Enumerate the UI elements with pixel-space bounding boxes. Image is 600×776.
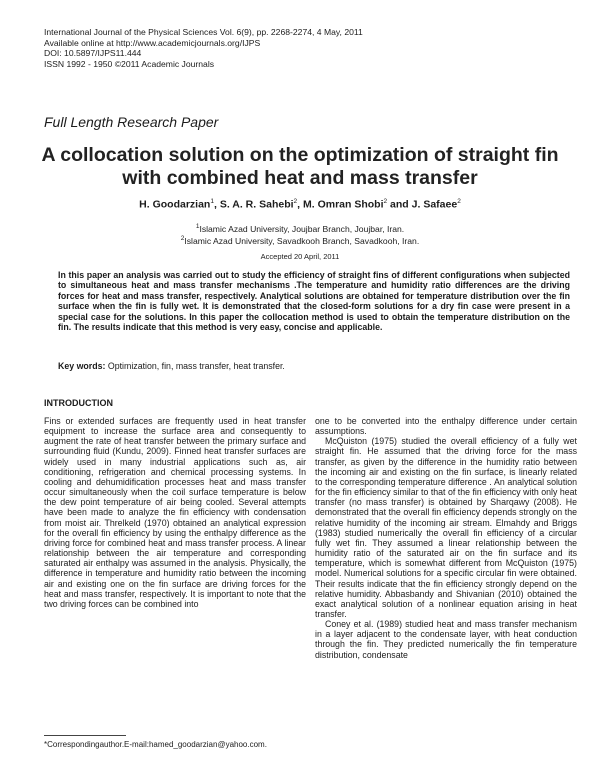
author-name: J. Safaee xyxy=(411,198,458,211)
journal-citation-line: International Journal of the Physical Sciences Vol. 6(9), pp. 2268-2274, 4 May, 2011 xyxy=(44,27,363,37)
author-name: M. Omran Shobi xyxy=(303,198,384,211)
affiliation-mark: 2 xyxy=(180,235,185,243)
author-affil-mark: 2 xyxy=(383,198,388,205)
paragraph: one to be converted into the enthalpy difference under certain assumptions. xyxy=(315,416,577,437)
issn-line: ISSN 1992 - 1950 ©2011 Academic Journals xyxy=(44,58,215,69)
keywords xyxy=(58,361,570,371)
corresponding-author-footnote: *Correspondingauthor.E-mail:hamed_goodarzian@yahoo.com. xyxy=(44,740,267,749)
author-affil-mark: 2 xyxy=(293,198,298,205)
keywords-label: Key words: xyxy=(58,361,106,371)
paragraph: McQuiston (1975) studied the overall efficiency of a fully wet straight fin. He assumed that the driving force for the mass transfer, as given by the difference in the humidity ratio between the incoming air and existing on the fin surface, is linearly related to the corresponding temperature difference . An analytical solution for the fin efficiency similar to that of the fin efficiency with only heat transfer (no mass transfer) is obtained by Sharqawy (2008). He demonstrated that the overall fin efficiency depends strongly on the relative humidity of the incoming air stream. Elmahdy and Briggs (1983) studied numerically the overall fin efficiency of a circular fully wet fin. They assumed a linear relationship between the humidity ratio of the saturated air on the fin surface and its temperature, which is somewhat different from McQuiston (1975) model. Numerical solutions for a specific circular fin were obtained. Their results indicate that the fin efficiency strongly depend on the relative humidity. Abbasbandy and Shivanian (2010) obtained the exact analytical solution of a nonlinear equation arising in heat transfer. xyxy=(315,436,577,619)
footnote-divider xyxy=(44,735,126,736)
author-name: H. Goodarzian xyxy=(139,198,211,211)
affiliation-text: Islamic Azad University, Joujbar Branch, Joujbar, Iran. xyxy=(199,223,405,234)
section-heading-introduction: INTRODUCTION xyxy=(44,398,113,408)
journal-url-line: Available online at http://www.academicjournals.org/IJPS xyxy=(44,37,261,48)
left-column xyxy=(44,416,306,609)
author-separator: , xyxy=(213,198,220,211)
paragraph: Fins or extended surfaces are frequently used in heat transfer equipment to increase the surface area and consequently to augment the rate of heat transfer between the primary surface and surrounding fluid (Kundu, 2009). Finned heat transfer surfaces are widely used in many industrial applications such as, air conditioning, refrigeration and chemical processing systems. In cooling and dehumidification processes heat and mass transfer occur simultaneously when the coil surface temperature is below the dew point temperature of air being cooled. Several attempts have been made to analyze the fin efficiency with condensation from moist air. Threlkeld (1970) obtained an analytical expression for the overall fin efficiency by using the enthalpy difference as the driving force for combined heat and mass transfer process. A linear relationship between the air temperature and corresponding saturated air enthalpy was assumed in the analysis. Physically, the difference in temperature and humidity ratio between the incoming air and existing one on the fin surface are driving forces for the heat and mass transfer, respectively. It is important to note that the two driving forces can be combined into xyxy=(44,416,306,609)
author-separator: and xyxy=(387,198,412,211)
affiliations xyxy=(0,222,600,247)
affiliation-text: Islamic Azad University, Savadkooh Branch, Savadkooh, Iran. xyxy=(184,236,420,247)
author-separator: , xyxy=(297,198,303,211)
affiliation-mark: 1 xyxy=(195,223,200,230)
author-list xyxy=(0,198,600,211)
paragraph: Coney et al. (1989) studied heat and mass transfer mechanism in a layer adjacent to the condensate layer, with heat conduction through the fin. They predicted numerically the fin temperature distribution, condensate xyxy=(315,619,577,660)
paper-title: A collocation solution on the optimization of straight fin with combined heat and mass transfer xyxy=(41,144,559,189)
affiliation-line xyxy=(0,222,600,234)
accepted-date: Accepted 20 April, 2011 xyxy=(260,252,340,261)
right-column xyxy=(315,416,577,660)
author-affil-mark: 1 xyxy=(210,198,214,205)
author-affil-mark: 2 xyxy=(457,198,461,205)
author-name: S. A. R. Sahebi xyxy=(219,198,294,211)
paper-type: Full Length Research Paper xyxy=(44,114,219,130)
abstract: In this paper an analysis was carried out to study the efficiency of straight fins of different configurations when subjected to simultaneous heat and mass transfer mechanisms .The temperature and humidity ratio differences are the driving forces for heat and mass transfer, respectively. Analytical solutions are obtained for temperature distribution over the fin surface when the fin is fully wet. It is demonstrated that the closed-form solutions for a dry fin case were present in a special case for the solutions. In this paper the collocation method is used to obtain the temperature distribution on the fin. The results indicate that this method is very easy, concise and applicable. xyxy=(58,270,570,333)
affiliation-line xyxy=(0,234,600,246)
keywords-text: Optimization, fin, mass transfer, heat transfer. xyxy=(107,361,285,371)
doi-line: DOI: 10.5897/IJPS11.444 xyxy=(44,48,142,59)
journal-header xyxy=(44,27,363,69)
